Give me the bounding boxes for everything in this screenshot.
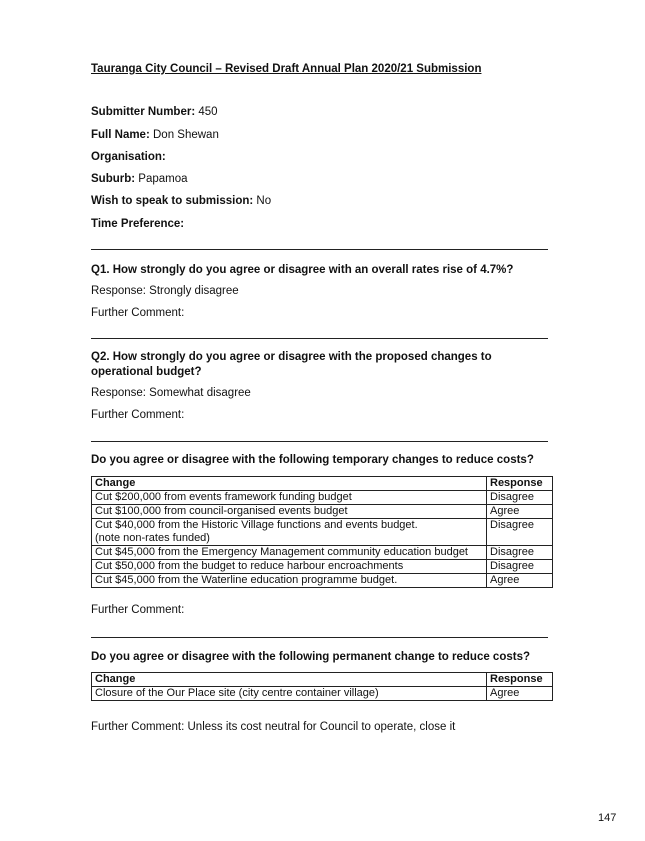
- field-value: No: [253, 195, 272, 207]
- response-cell: Agree: [487, 505, 553, 519]
- change-cell: Cut $50,000 from the budget to reduce harbour encroachments: [92, 560, 487, 574]
- full-name: [91, 129, 219, 141]
- field-label: Time Preference:: [91, 218, 185, 230]
- change-cell: Closure of the Our Place site (city centre container village): [92, 687, 487, 701]
- table-row: [92, 519, 553, 546]
- wish-to-speak: [91, 195, 271, 207]
- change-cell: Cut $200,000 from events framework funding budget: [92, 491, 487, 505]
- change-cell: Cut $45,000 from the Waterline education programme budget.: [92, 574, 487, 588]
- divider: [91, 338, 548, 339]
- field-label: Full Name:: [91, 129, 150, 141]
- page-number: 147: [598, 812, 617, 824]
- temporary-changes-table: [91, 476, 553, 588]
- permanent-change-table: [91, 672, 553, 701]
- q1-response: Response: Strongly disagree: [91, 285, 239, 297]
- q2-response: Response: Somewhat disagree: [91, 387, 251, 399]
- table-row: [92, 505, 553, 519]
- field-value: Don Shewan: [149, 129, 219, 141]
- q1-question: Q1. How strongly do you agree or disagree with an overall rates rise of 4.7%?: [91, 264, 514, 276]
- submitter-number: [91, 106, 218, 118]
- change-text: Cut $40,000 from the Historic Village functions and events budget.: [95, 519, 418, 531]
- time-preference: [91, 218, 184, 230]
- column-header-response: Response: [487, 477, 553, 491]
- field-label: Suburb:: [91, 173, 136, 185]
- field-value: 450: [195, 106, 218, 118]
- change-cell: [92, 519, 487, 546]
- response-cell: Disagree: [487, 491, 553, 505]
- response-cell: Disagree: [487, 546, 553, 560]
- table-header-row: [92, 673, 553, 687]
- permanent-comment: Further Comment: Unless its cost neutral for Council to operate, close it: [91, 721, 456, 733]
- temporary-comment: Further Comment:: [91, 604, 185, 616]
- field-label: Submitter Number:: [91, 106, 196, 118]
- field-value: Papamoa: [135, 173, 188, 185]
- field-label: Organisation:: [91, 151, 166, 163]
- temporary-question: Do you agree or disagree with the following temporary changes to reduce costs?: [91, 454, 534, 466]
- response-cell: Disagree: [487, 560, 553, 574]
- column-header-change: Change: [92, 477, 487, 491]
- column-header-response: Response: [487, 673, 553, 687]
- q2-question: Q2. How strongly do you agree or disagree with the proposed changes to operational budget?: [91, 351, 492, 378]
- table-header-row: [92, 477, 553, 491]
- divider: [91, 441, 548, 442]
- divider: [91, 249, 548, 250]
- change-cell: Cut $100,000 from council-organised events budget: [92, 505, 487, 519]
- table-row: [92, 491, 553, 505]
- response-cell: Agree: [487, 574, 553, 588]
- q1-comment: Further Comment:: [91, 307, 185, 319]
- table-row: [92, 687, 553, 701]
- permanent-question: Do you agree or disagree with the following permanent change to reduce costs?: [91, 651, 530, 663]
- organisation: [91, 151, 166, 163]
- q2-comment: Further Comment:: [91, 409, 185, 421]
- response-cell: Disagree: [487, 519, 553, 546]
- change-cell: Cut $45,000 from the Emergency Management community education budget: [92, 546, 487, 560]
- divider: [91, 637, 548, 638]
- table-row: [92, 560, 553, 574]
- column-header-change: Change: [92, 673, 487, 687]
- field-label: Wish to speak to submission:: [91, 195, 254, 207]
- change-note: (note non-rates funded): [95, 532, 210, 544]
- response-cell: Agree: [487, 687, 553, 701]
- document-title: Tauranga City Council – Revised Draft Annual Plan 2020/21 Submission: [91, 63, 482, 75]
- table-row: [92, 574, 553, 588]
- table-row: [92, 546, 553, 560]
- suburb: [91, 173, 188, 185]
